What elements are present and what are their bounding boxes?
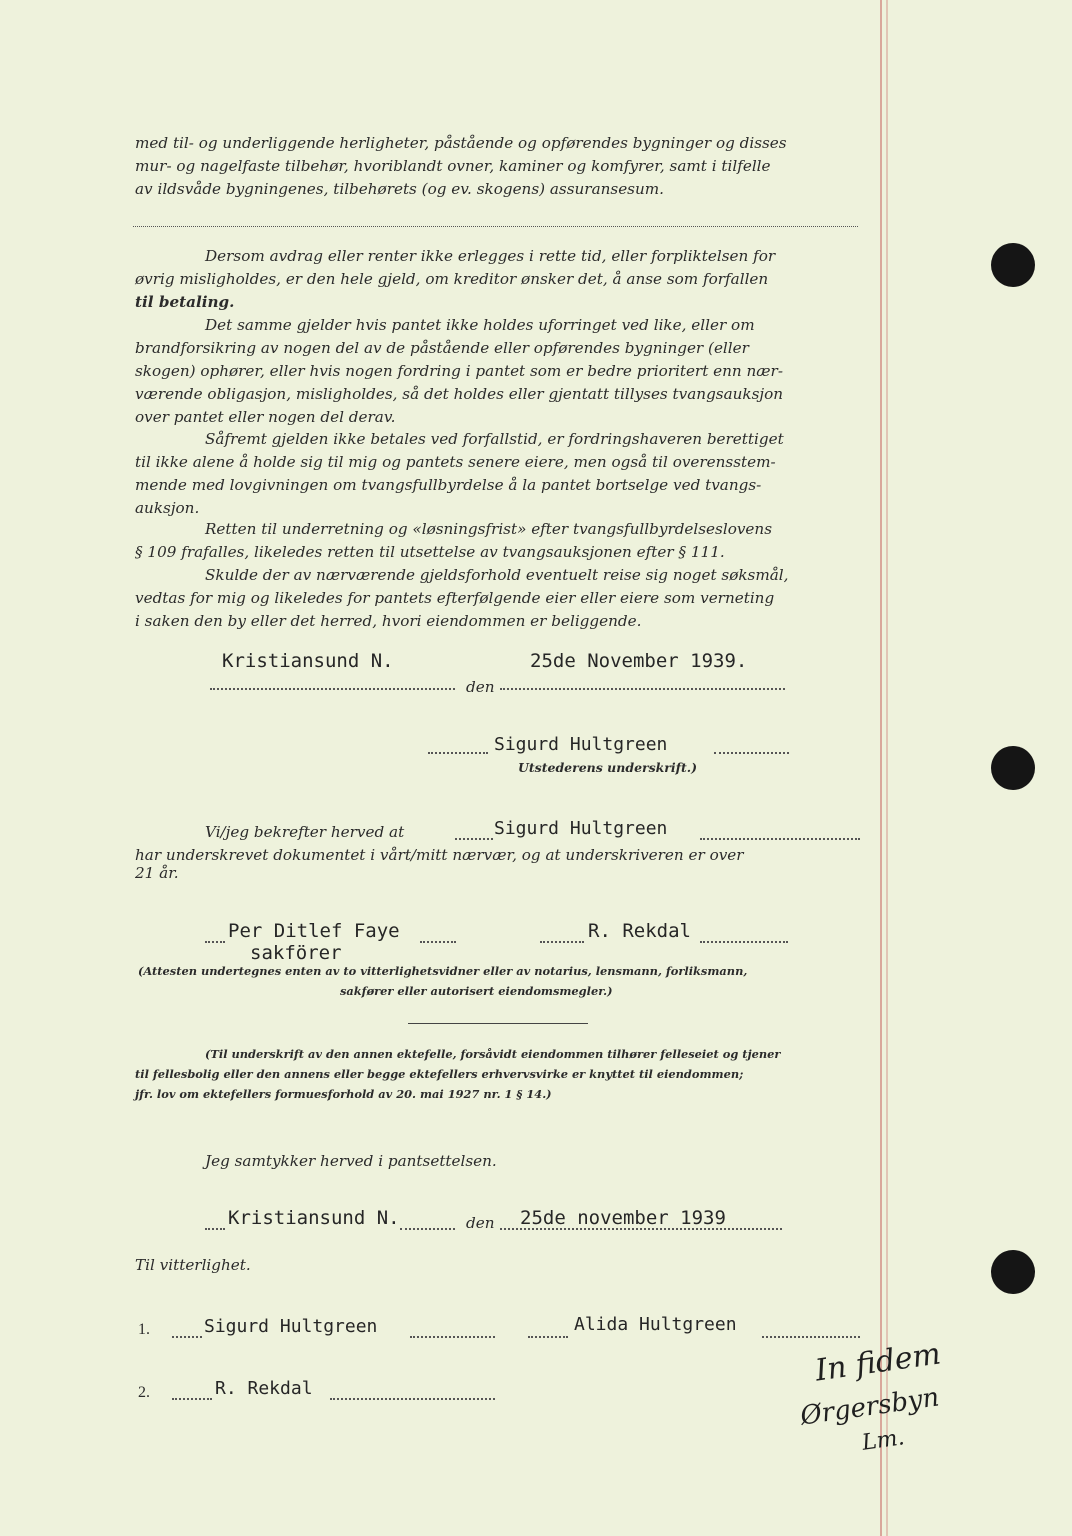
spouse-note-3: jfr. lov om ektefellers formuesforhold av 20. mai 1927 nr. 1 § 14.) bbox=[135, 1087, 552, 1101]
date-typed: 25de November 1939. bbox=[530, 650, 748, 672]
consent-text: Jeg samtykker herved i pantsettelsen. bbox=[205, 1152, 497, 1170]
vit1b-dots-left bbox=[528, 1336, 568, 1338]
confirm-dots-right bbox=[700, 838, 860, 840]
default-line-1: Dersom avdrag eller renter ikke erlegges i rette tid, eller forpliktelsen for bbox=[205, 247, 776, 265]
skulde-line-2: vedtas for mig og likeledes for pantets efterfølgende eier eller eiere som verneting bbox=[135, 589, 775, 607]
confirm-line-2: har underskrevet dokumentet i vårt/mitt nærvær, og at underskriveren er over bbox=[135, 846, 744, 864]
spouse-note-2: til fellesbolig eller den annens eller begge ektefellers erhvervsvirke er knyttet til eiendommen; bbox=[135, 1067, 744, 1081]
witness1-title: sakförer bbox=[250, 942, 342, 964]
consent-dots-mid bbox=[400, 1228, 455, 1230]
skulde-line-1: Skulde der av nærværende gjeldsforhold eventuelt reise sig noget søksmål, bbox=[205, 566, 789, 584]
place-dots bbox=[210, 688, 455, 690]
issuer-caption: Utstederens underskrift.) bbox=[518, 760, 698, 775]
red-margin-line bbox=[880, 0, 882, 1536]
confirm-name: Sigurd Hultgreen bbox=[494, 818, 668, 839]
intro-line-1: med til- og underliggende herligheter, påstående og opførendes bygninger og disses bbox=[135, 134, 787, 152]
same-line-2: brandforsikring av nogen del av de påstående eller opførendes bygninger (eller bbox=[135, 339, 749, 357]
den-label: den bbox=[466, 678, 495, 696]
issuer-dots-right bbox=[714, 752, 789, 754]
same-line-5: over pantet eller nogen del derav. bbox=[135, 408, 396, 426]
punch-hole-middle bbox=[991, 746, 1035, 790]
witness2-dots-left bbox=[540, 941, 584, 943]
consent-dots-left bbox=[205, 1228, 225, 1230]
vitterlighet-label: Til vitterlighet. bbox=[135, 1256, 251, 1274]
safremt-line-1: Såfremt gjelden ikke betales ved forfallstid, er fordringshaveren berettiget bbox=[205, 430, 784, 448]
issuer-signature: Sigurd Hultgreen bbox=[494, 734, 668, 755]
retten-line-1: Retten til underretning og «løsningsfrist» efter tvangsfullbyrdelseslovens bbox=[205, 520, 772, 538]
retten-line-2: § 109 frafalles, likeledes retten til utsettelse av tvangsauksjonen efter § 111. bbox=[135, 543, 725, 561]
handwritten-line-1: In fidem bbox=[813, 1336, 943, 1389]
same-line-1: Det samme gjelder hvis pantet ikke holdes uforringet ved like, eller om bbox=[205, 316, 755, 334]
handwritten-line-3: Lm. bbox=[860, 1425, 907, 1456]
vit1-dots-right bbox=[410, 1336, 495, 1338]
consent-den: den bbox=[466, 1214, 495, 1232]
vit1-dots-left bbox=[172, 1336, 202, 1338]
separator-dots bbox=[133, 226, 858, 227]
default-line-2: øvrig misligholdes, er den hele gjeld, om kreditor ønsker det, å anse som forfallen bbox=[135, 270, 769, 288]
witness-note-2: sakfører eller autorisert eiendomsmegler.) bbox=[340, 984, 613, 998]
vit1b-dots-right bbox=[762, 1336, 860, 1338]
safremt-line-3: mende med lovgivningen om tvangsfullbyrdelse å la pantet bortselge ved tvangs- bbox=[135, 476, 762, 494]
vit2-dots-left bbox=[172, 1398, 212, 1400]
confirm-dots-left bbox=[455, 838, 493, 840]
section-rule bbox=[408, 1023, 588, 1024]
intro-line-2: mur- og nagelfaste tilbehør, hvoriblandt ovner, kaminer og komfyrer, samt i tilfelle bbox=[135, 157, 771, 175]
intro-line-3: av ildsvåde bygningenes, tilbehørets (og ev. skogens) assuransesum. bbox=[135, 180, 664, 198]
confirm-prefix: Vi/jeg bekrefter herved at bbox=[205, 823, 405, 841]
date-dots bbox=[500, 688, 785, 690]
consent-place: Kristiansund N. bbox=[228, 1207, 400, 1229]
vit2-dots-right bbox=[330, 1398, 495, 1400]
witness-number-1: 1. bbox=[138, 1321, 150, 1338]
skulde-line-3: i saken den by eller det herred, hvori eiendommen er beliggende. bbox=[135, 612, 642, 630]
witness2-name: R. Rekdal bbox=[588, 920, 691, 942]
witness-number-2: 2. bbox=[138, 1384, 150, 1401]
witness1-dots-left bbox=[205, 941, 225, 943]
vit2-signature: R. Rekdal bbox=[215, 1378, 313, 1399]
red-margin-line-2 bbox=[886, 0, 888, 1536]
witness1-name: Per Ditlef Faye bbox=[228, 920, 400, 942]
place-typed: Kristiansund N. bbox=[222, 650, 394, 672]
safremt-line-4: auksjon. bbox=[135, 499, 200, 517]
witness1-dots-right bbox=[420, 941, 456, 943]
punch-hole-bottom bbox=[991, 1250, 1035, 1294]
punch-hole-top bbox=[991, 243, 1035, 287]
confirm-line-3: 21 år. bbox=[135, 864, 179, 882]
same-line-4: værende obligasjon, misligholdes, så det holdes eller gjentatt tillyses tvangsauksjon bbox=[135, 385, 784, 403]
witness-note-1: (Attesten undertegnes enten av to vitterlighetsvidner eller av notarius, lensmann, forliksmann, bbox=[138, 964, 748, 978]
issuer-dots-left bbox=[428, 752, 488, 754]
same-line-3: skogen) ophører, eller hvis nogen fordring i pantet som er bedre prioritert enn nær- bbox=[135, 362, 783, 380]
handwritten-line-2: Ørgersbyn bbox=[798, 1382, 942, 1432]
safremt-line-2: til ikke alene å holde sig til mig og pantets senere eiere, men også til overensstem- bbox=[135, 453, 776, 471]
default-line-3: til betaling. bbox=[135, 293, 235, 311]
vit1b-signature: Alida Hultgreen bbox=[574, 1314, 737, 1335]
spouse-note-1: (Til underskrift av den annen ektefelle, forsåvidt eiendommen tilhører felleseiet og tjener bbox=[205, 1047, 781, 1061]
witness2-dots-right bbox=[700, 941, 788, 943]
vit1-signature: Sigurd Hultgreen bbox=[204, 1316, 378, 1337]
consent-date: 25de november 1939 bbox=[520, 1207, 726, 1229]
